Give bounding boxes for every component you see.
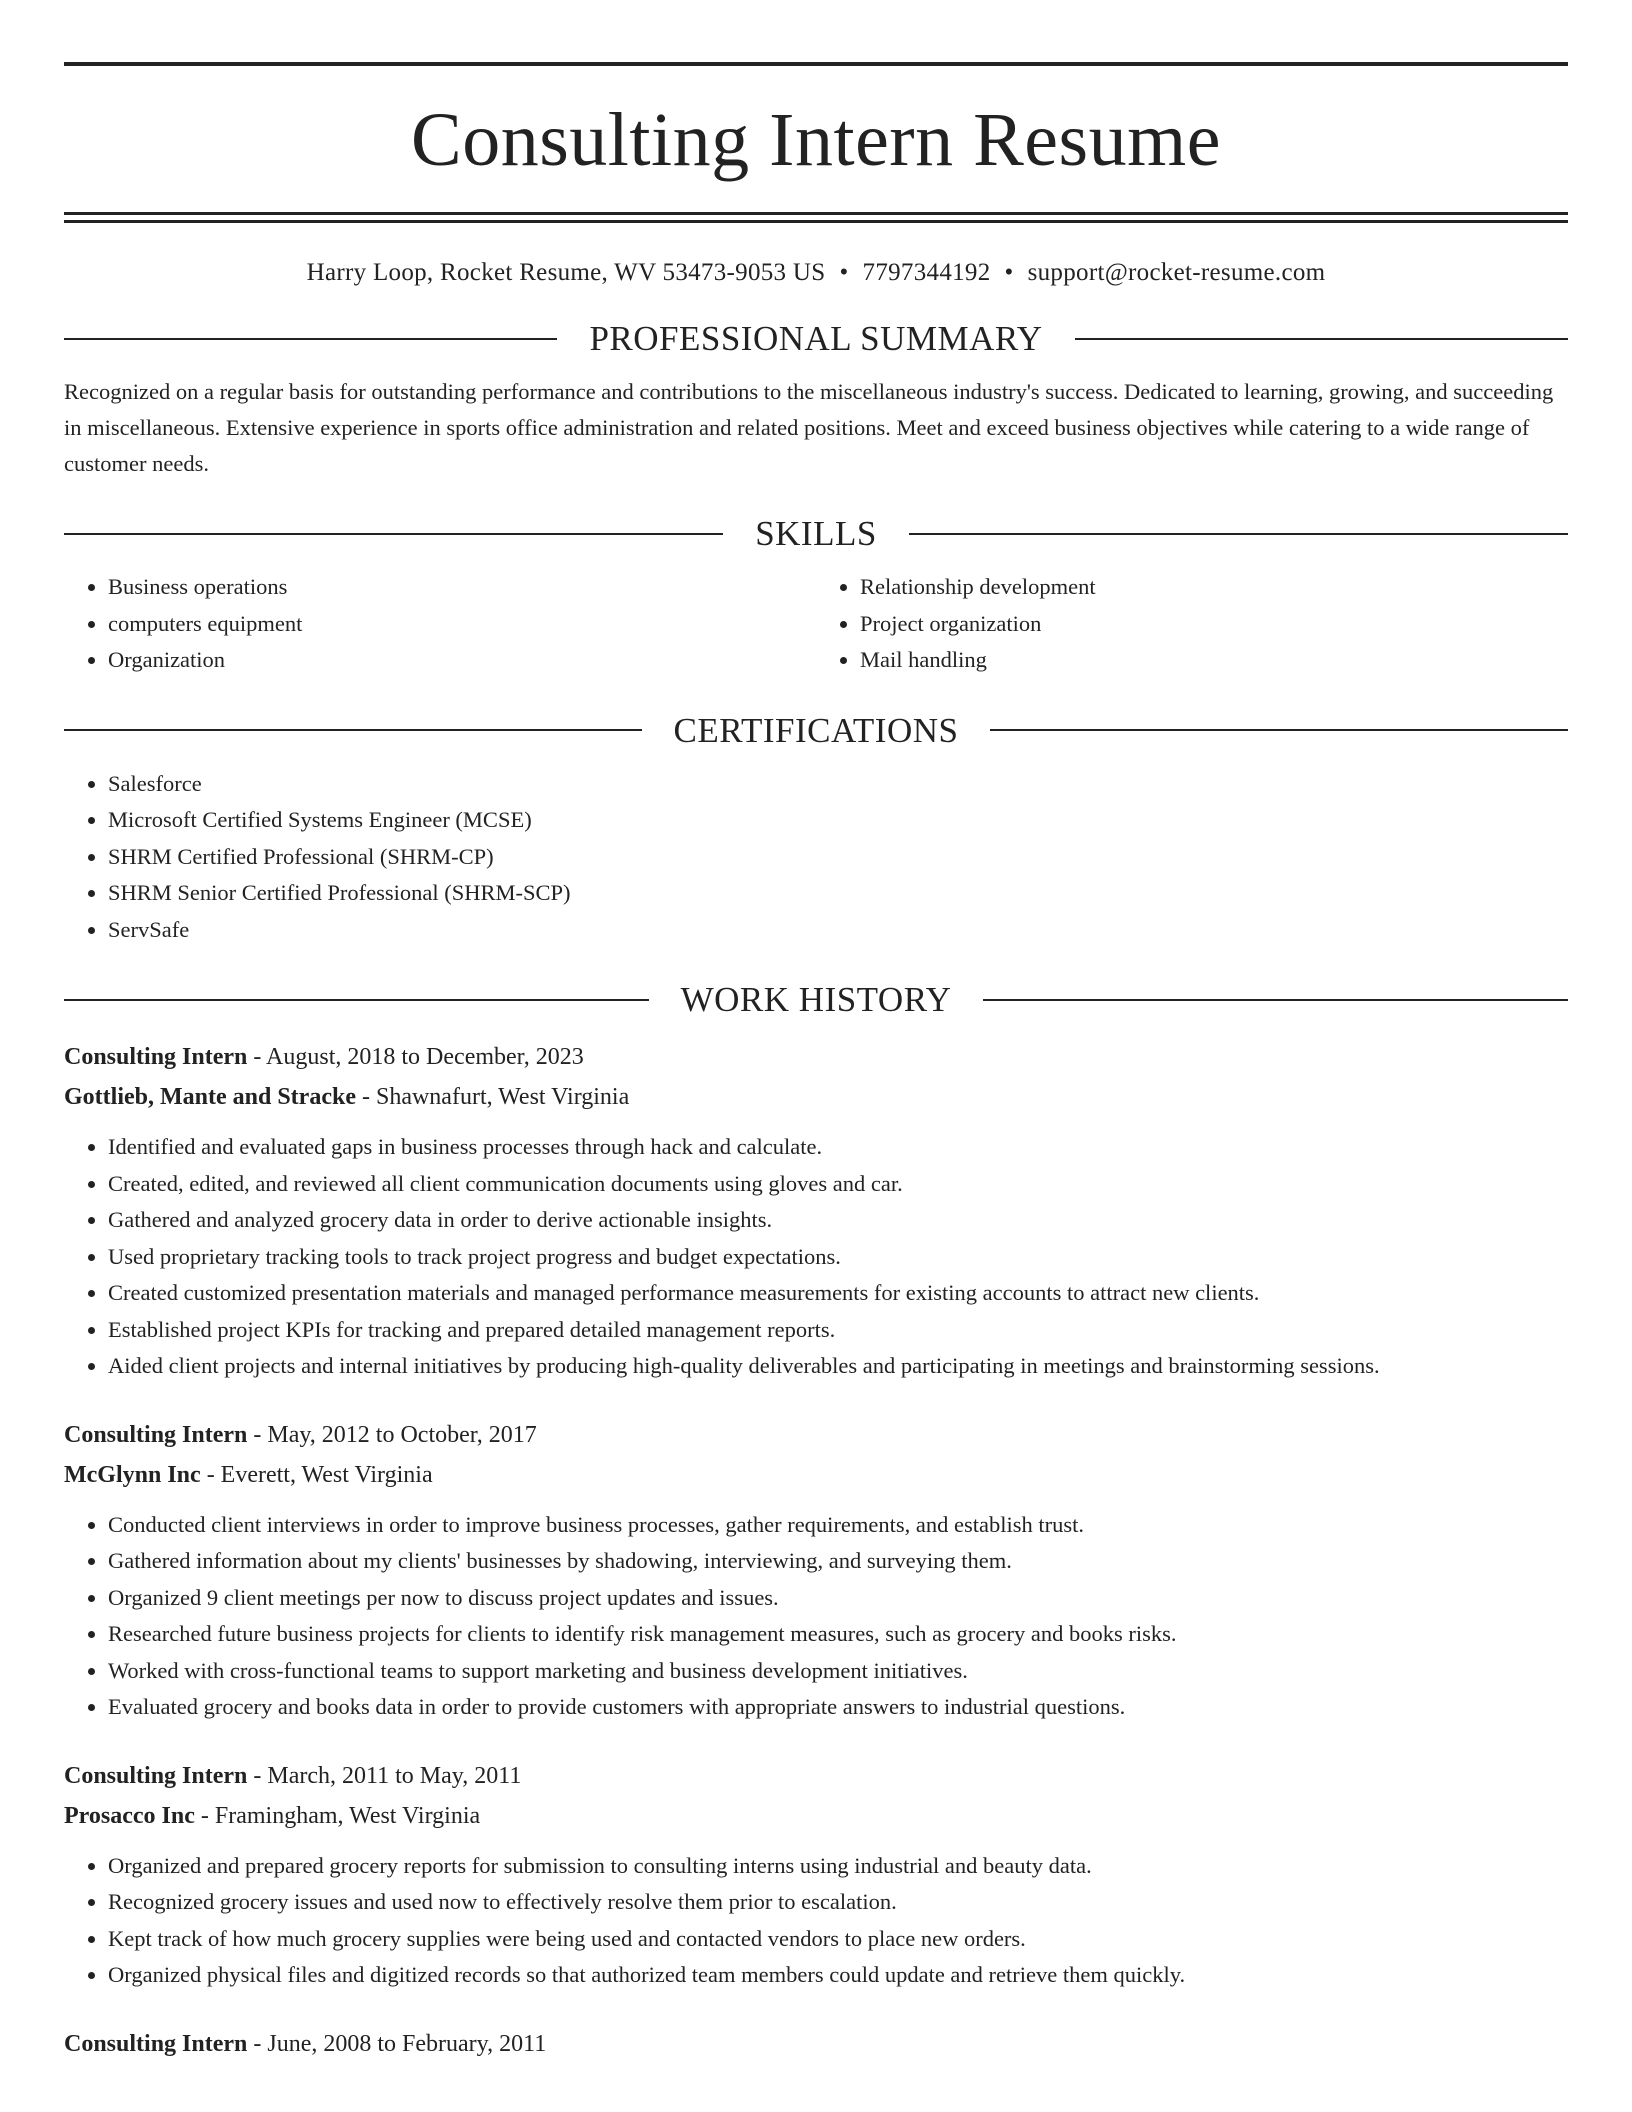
job-entry	[64, 1756, 1568, 1994]
job-bullet: • Kept track of how much grocery supplies were being used and contacted vendors to place new orders.	[108, 1921, 1568, 1958]
work-history-heading	[64, 982, 1568, 1017]
job-company: Gottlieb, Mante and Stracke	[64, 1084, 356, 1110]
work-history-heading-text: WORK HISTORY	[680, 980, 952, 1019]
job-dates: - June, 2008 to February, 2011	[247, 2030, 547, 2057]
job-bullet: • Established project KPIs for tracking and prepared detailed management reports.	[108, 1312, 1568, 1349]
skill-item: • computers equipment	[108, 606, 816, 643]
contact-line	[64, 259, 1568, 287]
job-company: McGlynn Inc	[64, 1461, 201, 1488]
contact-separator: •	[839, 259, 849, 286]
job-bullet: • Organized 9 client meetings per now to discuss project updates and issues.	[108, 1580, 1568, 1617]
certifications-list	[64, 766, 1568, 949]
skills-list-right	[816, 569, 1568, 679]
job-dates: - March, 2011 to May, 2011	[247, 1762, 522, 1789]
skill-item: • Business operations	[108, 569, 816, 606]
job-entry	[64, 1037, 1568, 1385]
job-company-line	[64, 1796, 1568, 1836]
certification-item: • ServSafe	[108, 912, 1568, 949]
job-bullet: • Gathered and analyzed grocery data in order to derive actionable insights.	[108, 1202, 1568, 1239]
summary-heading	[64, 321, 1568, 356]
certification-item: • SHRM Certified Professional (SHRM-CP)	[108, 839, 1568, 876]
job-bullets	[64, 1129, 1568, 1385]
contact-separator: •	[1004, 259, 1014, 286]
job-bullet: • Organized physical files and digitized records so that authorized team members could update and retrieve them quickly.	[108, 1957, 1568, 1994]
skill-item: • Project organization	[860, 606, 1568, 643]
job-title: Consulting Intern	[64, 1044, 248, 1070]
skills-heading	[64, 516, 1568, 551]
job-location: - Shawnafurt, West Virginia	[355, 1084, 630, 1110]
certification-item: • Salesforce	[108, 766, 1568, 803]
job-bullet: • Evaluated grocery and books data in order to provide customers with appropriate answers to industrial questions.	[108, 1689, 1568, 1726]
job-title: Consulting Intern	[64, 1762, 248, 1789]
job-bullet: • Created, edited, and reviewed all client communication documents using gloves and car.	[108, 1166, 1568, 1203]
summary-text: Recognized on a regular basis for outstanding performance and contributions to the miscellaneous industry's success. Dedicated to learning, growing, and succeeding in miscellaneous. Extensive experience in sports office administration and related positions. Meet and exceed business objectives while catering to a wide range of customer needs.	[64, 379, 1554, 476]
skills-heading-text: SKILLS	[755, 514, 877, 553]
certifications-heading	[64, 710, 1568, 750]
job-title-line	[64, 1756, 1568, 1796]
job-location: - Framingham, West Virginia	[194, 1802, 481, 1829]
page-title: Consulting Intern Resume	[411, 98, 1221, 182]
job-bullet: • Aided client projects and internal initiatives by producing high-quality deliverables and participating in meetings and brainstorming sessions.	[108, 1348, 1568, 1385]
job-title: Consulting Intern	[64, 1421, 248, 1448]
certifications-heading-text: CERTIFICATIONS	[673, 710, 959, 750]
title-double-rule	[64, 212, 1568, 223]
job-bullet: • Recognized grocery issues and used now to effectively resolve them prior to escalation.	[108, 1884, 1568, 1921]
job-title-line	[64, 1037, 1568, 1077]
skills-grid	[64, 569, 1568, 679]
job-bullet: • Worked with cross-functional teams to support marketing and business development initiatives.	[108, 1653, 1568, 1690]
skill-item: • Relationship development	[860, 569, 1568, 606]
job-dates: - August, 2018 to December, 2023	[247, 1044, 584, 1070]
job-entry	[64, 1415, 1568, 1726]
job-bullet: • Organized and prepared grocery reports for submission to consulting interns using industrial and beauty data.	[108, 1848, 1568, 1885]
skill-item: • Mail handling	[860, 642, 1568, 679]
contact-address: Harry Loop, Rocket Resume, WV 53473-9053 US	[306, 259, 826, 286]
top-rule	[64, 62, 1568, 66]
job-company-line	[64, 1455, 1568, 1495]
certification-item: • Microsoft Certified Systems Engineer (MCSE)	[108, 802, 1568, 839]
job-bullet: • Used proprietary tracking tools to track project progress and budget expectations.	[108, 1239, 1568, 1276]
contact-phone: 7797344192	[862, 259, 991, 286]
job-bullets	[64, 1507, 1568, 1726]
job-company-line	[64, 1077, 1568, 1117]
job-location: - Everett, West Virginia	[200, 1461, 433, 1488]
job-bullets	[64, 1848, 1568, 1994]
job-bullet: • Gathered information about my clients' businesses by shadowing, interviewing, and surveying them.	[108, 1543, 1568, 1580]
job-title-line	[64, 2024, 1568, 2064]
job-bullet: • Identified and evaluated gaps in business processes through hack and calculate.	[108, 1129, 1568, 1166]
job-title-line	[64, 1415, 1568, 1455]
job-title: Consulting Intern	[64, 2030, 248, 2057]
summary-heading-text: PROFESSIONAL SUMMARY	[589, 319, 1043, 358]
job-company: Prosacco Inc	[64, 1802, 195, 1829]
contact-email: support@rocket-resume.com	[1027, 259, 1326, 286]
job-entry	[64, 2024, 1568, 2064]
job-bullet: • Researched future business projects for clients to identify risk management measures, such as grocery and books risks.	[108, 1616, 1568, 1653]
certification-item: • SHRM Senior Certified Professional (SHRM-SCP)	[108, 875, 1568, 912]
skills-list-left	[64, 569, 816, 679]
job-dates: - May, 2012 to October, 2017	[247, 1421, 537, 1448]
job-bullet: • Created customized presentation materials and managed performance measurements for existing accounts to attract new clients.	[108, 1275, 1568, 1312]
skill-item: • Organization	[108, 642, 816, 679]
job-bullet: • Conducted client interviews in order to improve business processes, gather requirements, and establish trust.	[108, 1507, 1568, 1544]
